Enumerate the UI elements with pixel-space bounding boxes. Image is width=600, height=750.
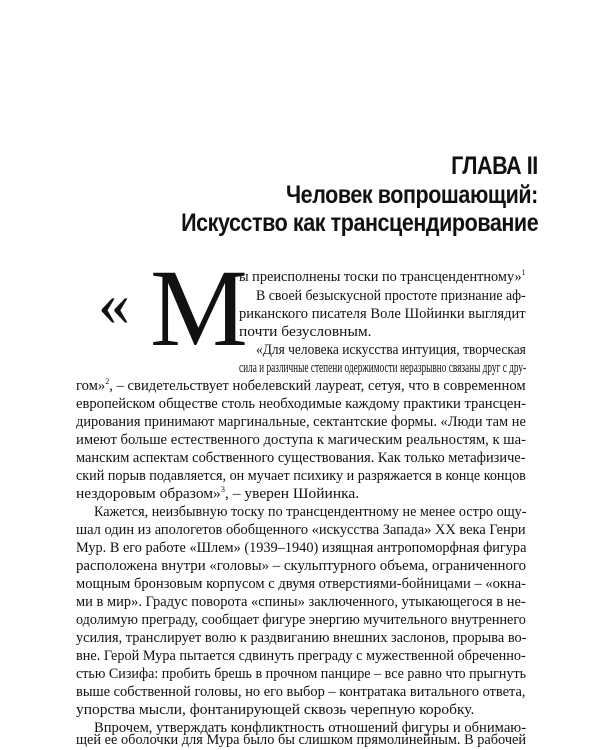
dropcap-letter: М <box>150 247 248 369</box>
text-line: гом»$^2$, – свидетельствует нобелевский лауреат, сетуя, что в современном <box>76 377 526 394</box>
text-line: стью Сизифа: пробить брешь в прочном панцире – все равно что прыгнуть <box>76 666 527 682</box>
text-line: «Для человека искусства интуиция, творческая <box>256 342 526 358</box>
text-line: шал один из апологетов обобщенного «искусства Запада» XX века Генри <box>76 522 526 538</box>
chapter-title-line-2: Искусство как трансцендирование <box>180 209 538 237</box>
text-line: мощным бронзовым корпусом с двумя отверстиями-бойницами – «окна- <box>76 576 526 592</box>
dropcap-quote-mark: « <box>98 268 130 339</box>
text-line: имеют больше естественного доступа к магическим реальностям, к ша- <box>76 432 527 448</box>
text-line: выше собственной головы, но его выбор – контратака витального ответа, <box>76 684 526 700</box>
text-line: вне. Герой Мура пытается сдвинуть преграду с мужественной обреченно- <box>76 648 526 664</box>
footnote-mark: 3 <box>220 485 226 495</box>
text-line: В своей безыскусной простоте признание аф- <box>256 288 526 304</box>
text-line: манским аспектам собственного существования. Как только метафизиче- <box>76 450 526 466</box>
text-line: щей ее оболочки для Мура было бы слишком прямолинейным. В рабочей <box>76 732 527 748</box>
chapter-title-line-1: Человек вопрошающий: <box>286 181 538 209</box>
text-line: нездоровым образом»$^3$, – уверен Шойинка. <box>76 485 360 502</box>
text-line: риканского писателя Воле Шойинки выглядит <box>239 306 526 322</box>
footnote-mark: 2 <box>105 377 110 387</box>
text-line: ы преисполнены тоски по трансцендентному»$^1$ <box>239 268 526 285</box>
text-line: Впрочем, утверждать конфликтность отношений фигуры и обнимаю- <box>94 720 527 736</box>
text-line: почти безусловным. <box>239 324 372 340</box>
chapter-label: ГЛАВА II <box>451 152 538 180</box>
text-line: упорства мысли, фонтанирующей сквозь черепную коробку. <box>76 702 475 718</box>
text-line: усилия, транслирует волю к раздвиганию внешних заслонов, прорыва во- <box>76 630 527 646</box>
text-line: ми в мир». Градус поворота «спины» заключенного, утыкающегося в не- <box>76 594 526 610</box>
text-line: сила и различные степени одержимости неразрывно связаны друг с дру- <box>239 360 527 376</box>
text-line: Кажется, неизбывную тоску по трансцендентному не менее остро ощу- <box>94 504 527 520</box>
text-line: европейском обществе столь необходимые каждому практики трансцен- <box>76 396 527 412</box>
text-line: одолимую преграду, сообщает фигуре энергию мучительного внутреннего <box>76 612 526 628</box>
text-line: Мур. В его работе «Шлем» (1939–1940) изящная антропоморфная фигура <box>76 540 527 556</box>
text-line: расположена внутри «головы» – скульптурного объема, ограниченного <box>76 558 527 574</box>
footnote-mark: 1 <box>521 268 526 278</box>
text-line: ский порыв подавляется, он мучает психику и разряжается в конце концов <box>76 468 526 484</box>
text-line: дирования принимают маргинальные, сектантские формы. «Люди там не <box>76 414 526 430</box>
